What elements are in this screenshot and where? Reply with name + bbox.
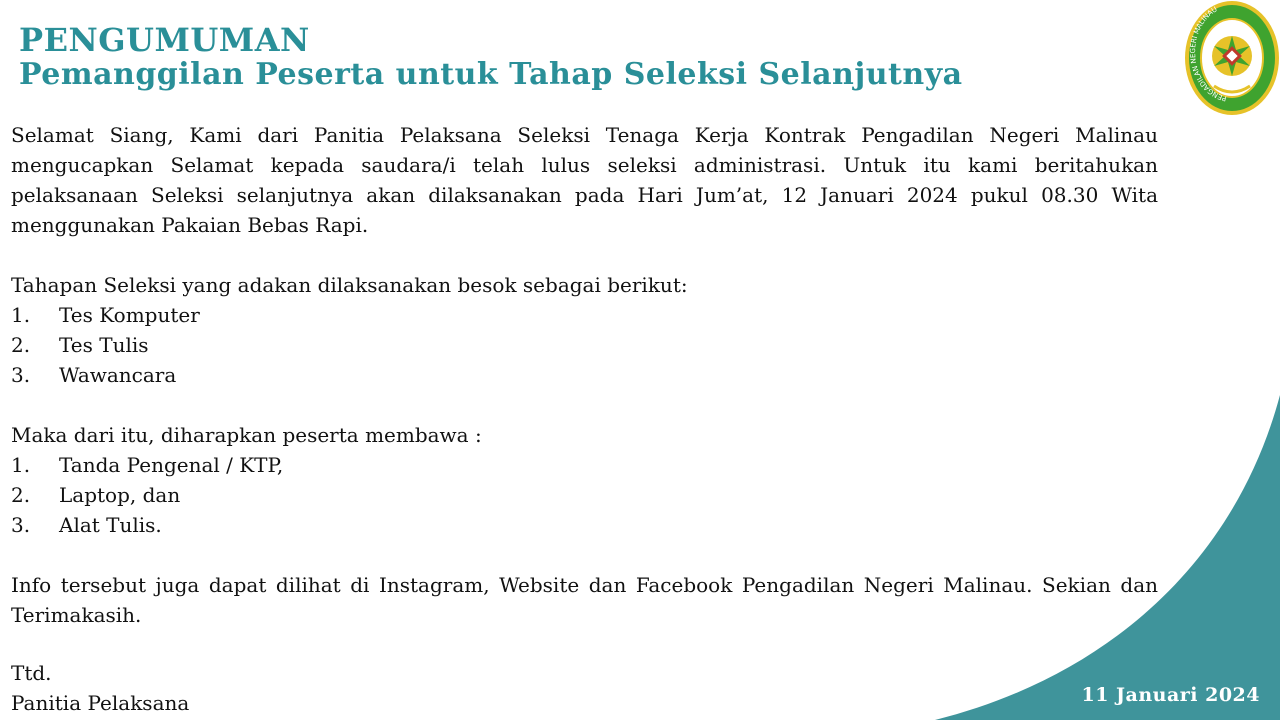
- signature-ttd: Ttd.: [11, 661, 52, 685]
- list-item: [11, 480, 1158, 510]
- page-title: [19, 21, 963, 92]
- announcement-body: [11, 120, 1158, 630]
- title-subtitle: Pemanggilan Peserta untuk Tahap Seleksi Selanjutnya: [19, 57, 963, 92]
- logo-ring-text: PENGADILAN NEGERI MALINAU: [1189, 5, 1228, 103]
- list-item: [11, 330, 1158, 360]
- stages-heading: Tahapan Seleksi yang adakan dilaksanakan besok sebagai berikut:: [11, 273, 688, 297]
- list-text: Wawancara: [59, 363, 177, 387]
- announcement-date: 11 Januari 2024: [1081, 684, 1260, 706]
- list-number: 3.: [11, 513, 31, 537]
- signature-block: [11, 658, 189, 718]
- list-text: Laptop, dan: [59, 483, 181, 507]
- list-number: 1.: [11, 303, 31, 327]
- title-heading: PENGUMUMAN: [19, 21, 310, 59]
- list-number: 2.: [11, 333, 31, 357]
- closing-paragraph: Info tersebut juga dapat dilihat di Instagram, Website dan Facebook Pengadilan Negeri Malinau. Sekian dan Terimakasih.: [11, 573, 1158, 627]
- court-emblem-icon: [1184, 0, 1280, 118]
- intro-paragraph: Selamat Siang, Kami dari Panitia Pelaksana Seleksi Tenaga Kerja Kontrak Pengadilan Negeri Malinau mengucapkan Selamat kepada saudara/i telah lulus seleksi administrasi. Untuk itu kami beritahukan pelaksanaan Seleksi selanjutnya akan dilaksanakan pada Hari Jum’at, 12 Januari 2024 pukul 08.30 Wita menggunakan Pakaian Bebas Rapi.: [11, 123, 1158, 237]
- list-text: Tanda Pengenal / KTP,: [59, 453, 284, 477]
- bring-heading: Maka dari itu, diharapkan peserta membawa :: [11, 423, 482, 447]
- bring-list: [11, 450, 1158, 540]
- list-item: [11, 450, 1158, 480]
- list-text: Alat Tulis.: [59, 513, 162, 537]
- list-text: Tes Komputer: [59, 303, 200, 327]
- list-number: 1.: [11, 453, 31, 477]
- stages-list: [11, 300, 1158, 390]
- list-item: [11, 510, 1158, 540]
- list-item: [11, 300, 1158, 330]
- signature-committee: Panitia Pelaksana: [11, 691, 190, 715]
- list-number: 2.: [11, 483, 31, 507]
- list-item: [11, 360, 1158, 390]
- list-text: Tes Tulis: [59, 333, 149, 357]
- list-number: 3.: [11, 363, 31, 387]
